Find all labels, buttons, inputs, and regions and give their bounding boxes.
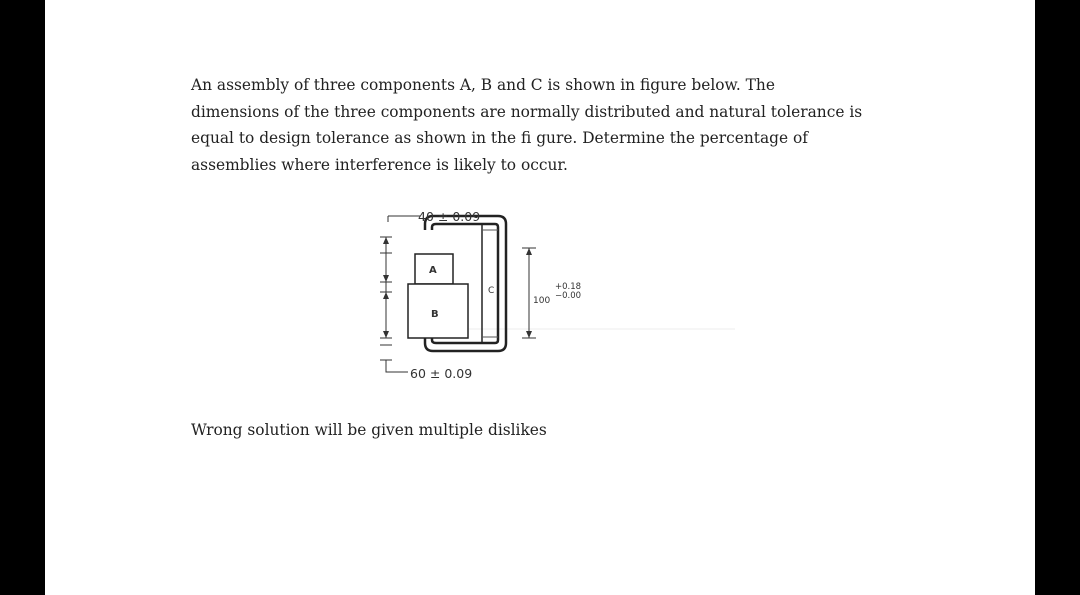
footer-note: Wrong solution will be given multiple dislikes <box>191 421 547 439</box>
right-tolerance-upper: +0.18 <box>555 282 582 292</box>
component-c-label: C <box>488 286 495 296</box>
document-page <box>45 0 1035 595</box>
question-line: dimensions of the three components are normally distributed and natural tolerance is <box>191 102 863 121</box>
dim-arrow <box>383 275 389 282</box>
component-b-label: B <box>431 309 439 320</box>
dim-arrow <box>526 248 532 255</box>
right-dimension-base: 100 <box>533 296 551 306</box>
right-tolerance-lower: −0.00 <box>555 291 582 301</box>
dim-arrow <box>526 331 532 338</box>
question-text <box>191 72 911 178</box>
component-a-label: A <box>429 265 437 276</box>
dim-arrow <box>383 331 389 338</box>
top-dimension-label: 40 ± 0.09 <box>418 209 481 224</box>
assembly-figure <box>330 200 740 385</box>
bottom-dimension-label: 60 ± 0.09 <box>410 366 473 381</box>
assembly-diagram <box>330 200 740 385</box>
question-line: An assembly of three components A, B and C is shown in figure below. The <box>191 76 775 94</box>
bottom-dim-leader <box>386 360 408 372</box>
dim-arrow <box>383 237 389 244</box>
dim-arrow <box>383 292 389 299</box>
question-line: equal to design tolerance as shown in the fi gure. Determine the percentage of <box>191 129 808 147</box>
question-line: assemblies where interference is likely to occur. <box>191 155 568 174</box>
